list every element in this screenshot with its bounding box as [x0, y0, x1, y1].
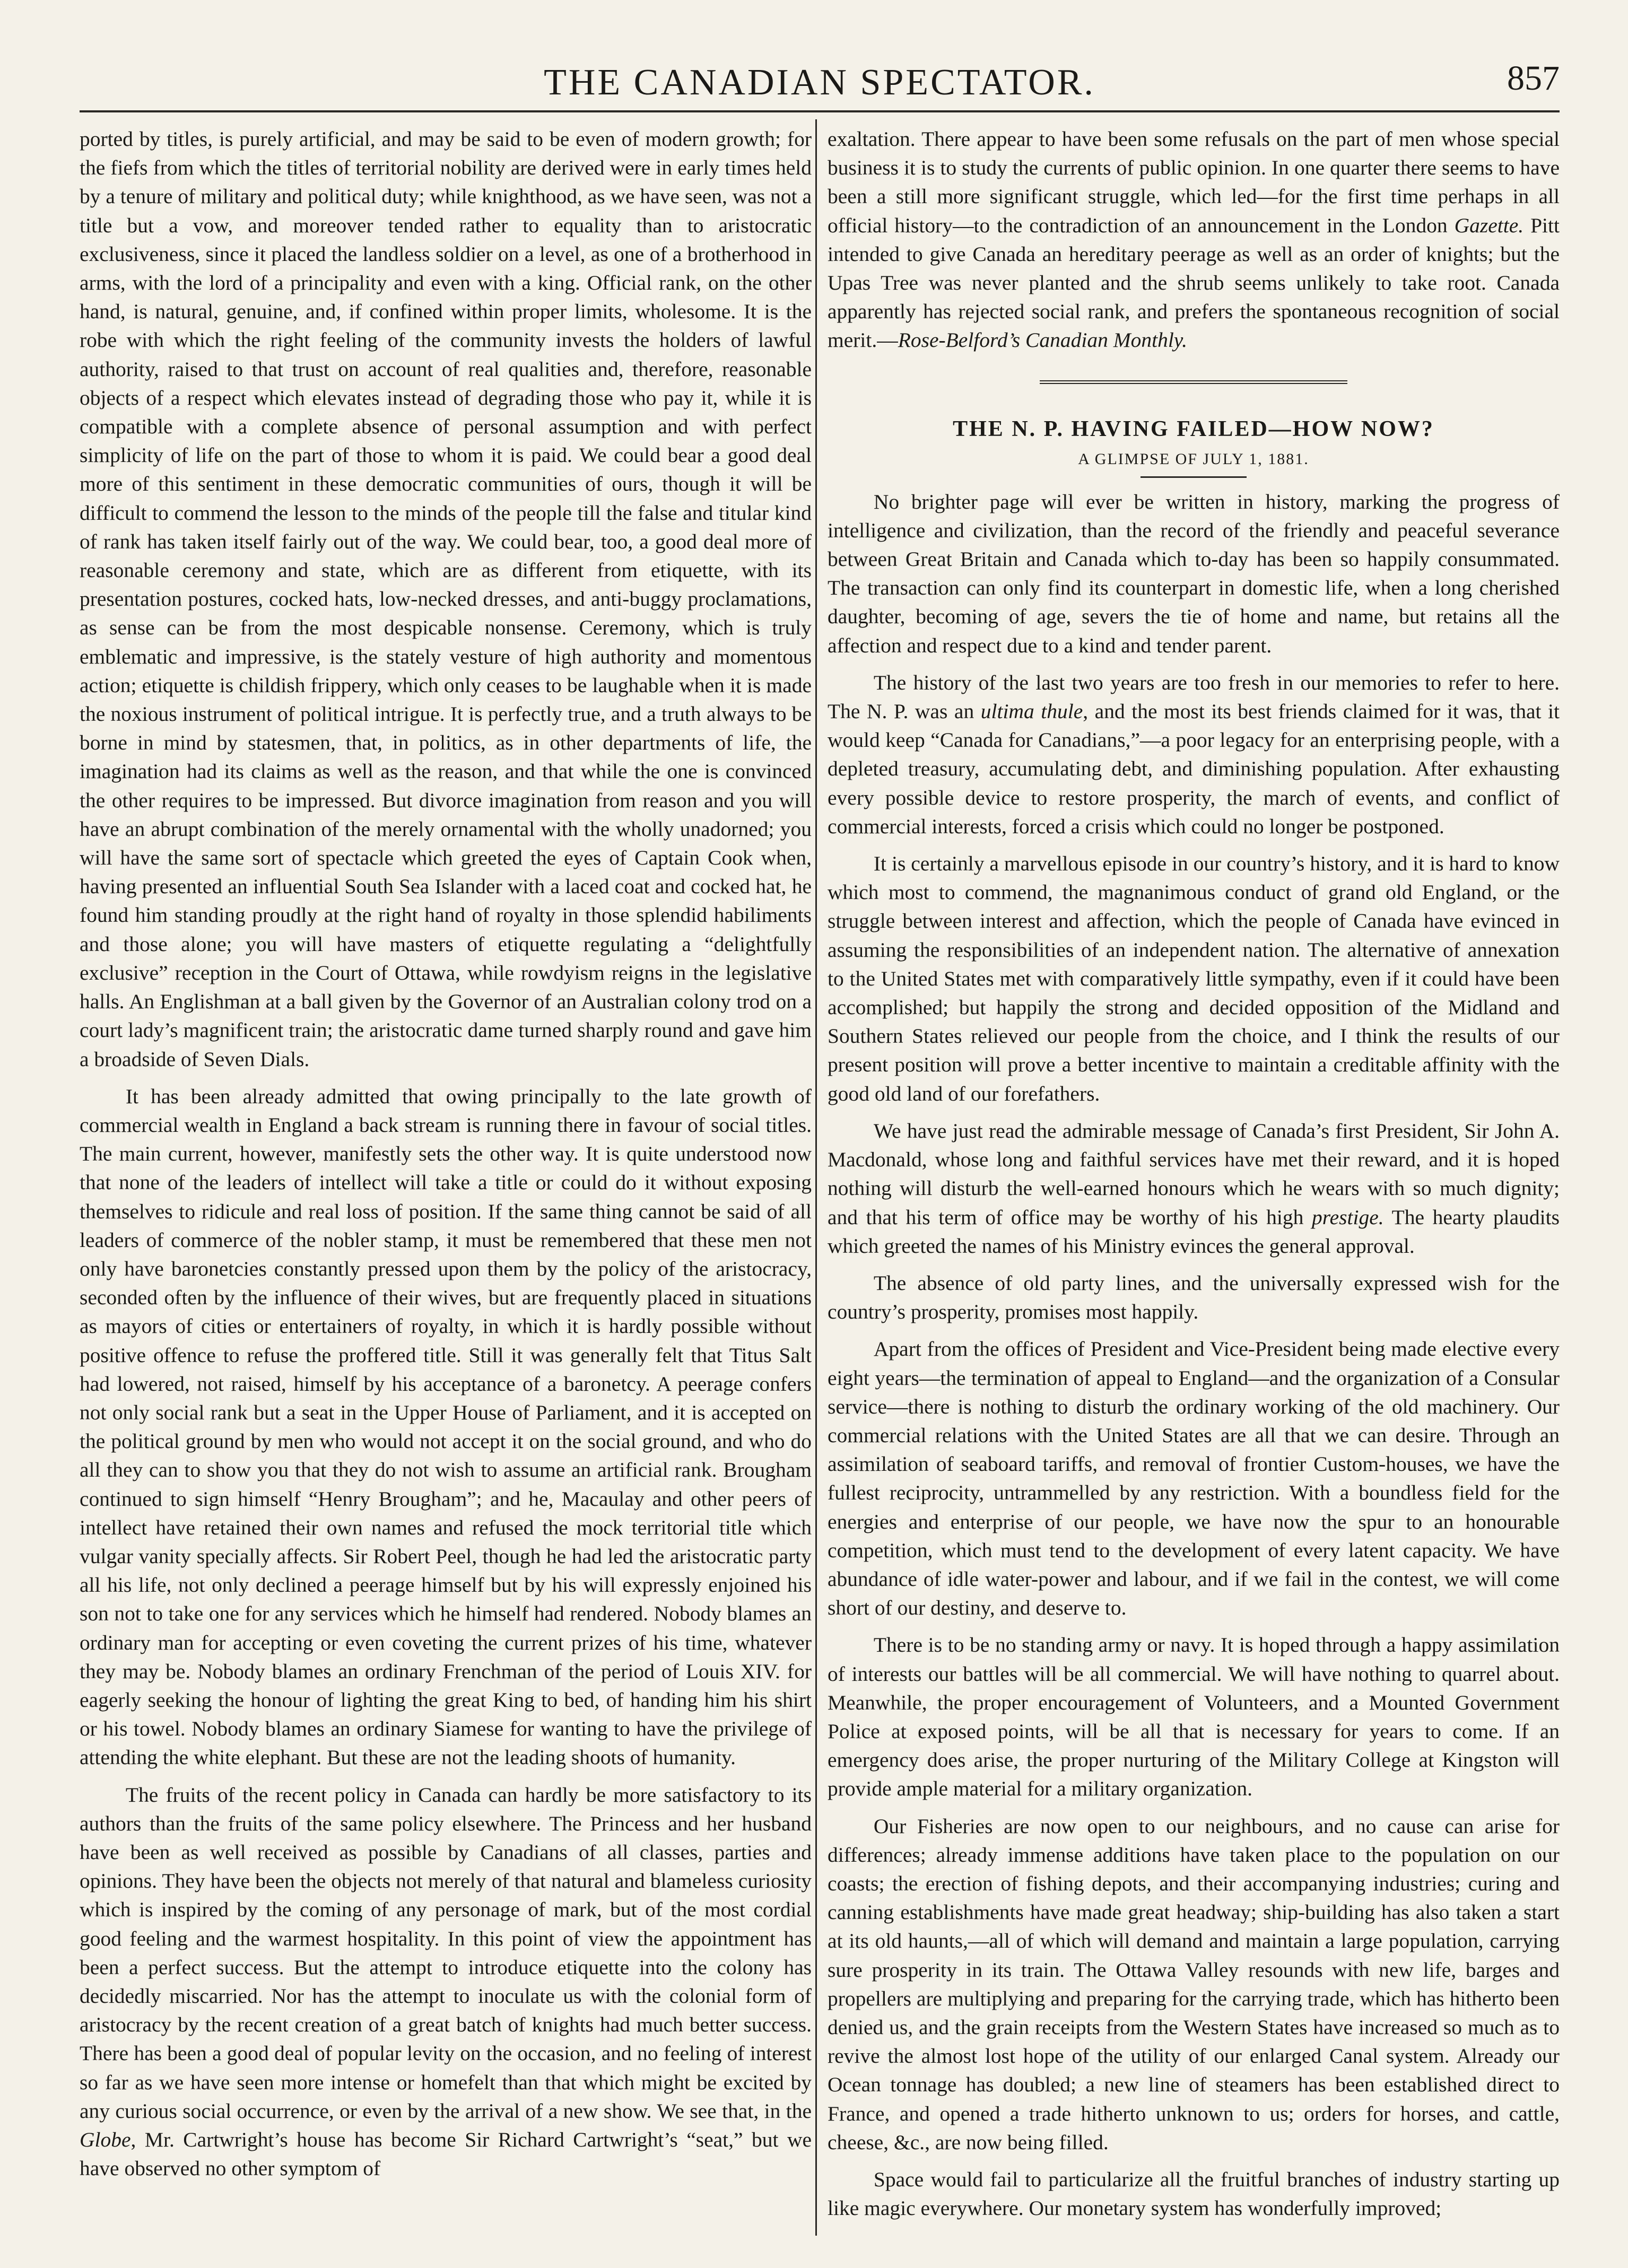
right-paragraph-1-text-b: Pitt intended to give Canada an hereditary peerage as well as an order of knights; but the Upas Tree was never planted and the shrub seems unlikely to take root. Canada apparently has rejected social rank, and prefers the spontaneous recognition of social merit.—: [828, 213, 1560, 352]
masthead-title: THE CANADIAN SPECTATOR.: [544, 62, 1095, 103]
page-number: 857: [1507, 59, 1560, 98]
right-paragraph-10: Space would fail to particularize all the fruitful branches of industry starting up like magic everywhere. Our monetary system has wonderfully improved;: [828, 2168, 1560, 2220]
right-paragraph-2: No brighter page will ever be written in history, marking the progress of intelligence and civilization, than the record of the friendly and peaceful severance between Great Britain and Canada which to-day has been so happily consummated. The transaction can only find its counterpart in domestic life, when a long cherished daughter, becoming of age, severs the tie of home and name, but retains all the affection and respect due to a kind and tender parent.: [828, 490, 1560, 657]
left-paragraph-3-globe: Globe: [80, 2128, 131, 2152]
right-paragraph-1-text-a: exaltation. There appear to have been some refusals on the part of men whose special business it is to study the currents of public opinion. In one quarter there seems to have been a still more significant struggle, which led—for the first time perhaps in all official history—to the contradiction of an announcement in the London: [828, 127, 1560, 237]
right-paragraph-1-gazette: Gazette.: [1454, 213, 1524, 237]
section-separator: [1040, 380, 1347, 384]
right-column: [828, 125, 1560, 2222]
column-divider: [815, 119, 817, 2236]
left-column: [80, 125, 812, 2183]
right-paragraph-5-text-a: We have just read the admirable message of Canada’s first President, Sir John A. Macdonald, whose long and faithful services have met their reward, and it is hoped nothing will disturb the well-earned honours which he wears with so much dignity; and that his term of office may be worthy of his high: [828, 1119, 1560, 1229]
right-paragraph-5: [828, 1116, 1560, 1260]
right-paragraph-6: The absence of old party lines, and the universally expressed wish for the country’s prosperity, promises most happily.: [828, 1271, 1560, 1324]
left-paragraph-3: [80, 1781, 812, 2183]
right-paragraph-1: [828, 125, 1560, 355]
right-paragraph-5-prestige: prestige.: [1311, 1205, 1384, 1229]
right-paragraph-3-ultima-thule: ultima thule: [980, 700, 1083, 723]
section-subtitle-rule: [1141, 476, 1247, 478]
right-paragraph-3-text-a: The history of the last two years are too fresh in our memories to refer to here. The N. P. was an: [828, 670, 1560, 723]
right-paragraph-7: Apart from the offices of President and Vice-President being made elective every eight years—the termination of appeal to England—and the organization of a Consular service—there is nothing to disturb the ordinary working of the old machinery. Our commercial relations with the United States are all that we can desire. Through an assimilation of seaboard tariffs, and removal of frontier Custom-houses, we have the fullest reciprocity, untrammelled by any restriction. With a boundless field for the energies and enterprise of our people, we have now the spur to an honourable competition, which must tend to the development of every latent capacity. We have abundance of idle water-power and labour, and if we fail in the contest, we will come short of our destiny, and deserve to.: [828, 1337, 1560, 1620]
left-paragraph-3-text-a: The fruits of the recent policy in Canada can hardly be more satisfactory to its authors than the fruits of the same policy elsewhere. The Princess and her husband have been as well received as possible by Canadians of all classes, parties and opinions. They have been the objects not merely of that natural and blameless curiosity which is inspired by the coming of any personage of mark, but of the most cordial good feeling and the warmest hospitality. In this point of view the appointment has been a perfect success. But the attempt to introduce etiquette into the colony has decidedly miscarried. Nor has the attempt to inoculate us with the colonial form of aristocracy by the recent creation of a great batch of knights had much better success. There has been a good deal of popular levity on the occasion, and no feeling of interest so far as we have seen more intense or homefelt than that which might be excited by any curious social occurrence, or even by the arrival of a new show. We see that, in the: [80, 1783, 812, 2123]
right-paragraph-3-text-b: , and the most its best friends claimed for it was, that it would keep “Canada for Canadians,”—a poor legacy for an enterprising people, with a depleted treasury, accumulating debt, and diminishing population. After exhausting every possible device to restore prosperity, the march of events, and conflict of commercial interests, forced a crisis which could no longer be postponed.: [828, 700, 1560, 838]
page-header: [80, 58, 1560, 106]
section-title: THE N. P. HAVING FAILED—HOW NOW?: [953, 416, 1434, 441]
right-paragraph-8: There is to be no standing army or navy. It is hoped through a happy assimilation of interests our battles will be all commercial. We will have nothing to quarrel about. Meanwhile, the proper encouragement of Volunteers, and a Mounted Government Police at exposed points, will be all that is necessary for years to come. If an emergency does arise, the proper nurturing of the Military College at Kingston will provide ample material for a military organization.: [828, 1633, 1560, 1801]
right-paragraph-3: [828, 668, 1560, 841]
right-paragraph-4: It is certainly a marvellous episode in our country’s history, and it is hard to know which most to commend, the magnanimous conduct of grand old England, or the struggle between interest and affection, which the people of Canada have evinced in assuming the responsibilities of an independent nation. The alternative of annexation to the United States met with comparatively little sympathy, even if it could have been accomplished; but happily the strong and decided opposition of the Midland and Southern States relieved our people from the choice, and I think the results of our present position will prove a better incentive to maintain a creditable affinity with the good old land of our forefathers.: [828, 852, 1560, 1105]
section-subtitle: A GLIMPSE OF JULY 1, 1881.: [1078, 450, 1309, 468]
right-paragraph-5-text-b: The hearty plaudits which greeted the names of his Ministry evinces the general approval.: [828, 1205, 1560, 1258]
left-paragraph-1: ported by titles, is purely artificial, and may be said to be even of modern growth; for the fiefs from which the titles of territorial nobility are derived were in early times held by a tenure of military and political duty; while knighthood, as we have seen, was not a title but a vow, and moreover tended rather to equality than to aristocratic exclusiveness, since it placed the landless soldier on a level, as one of a brotherhood in arms, with the lord of a principality and even with a king. Official rank, on the other hand, is natural, genuine, and, if confined within proper limits, wholesome. It is the robe with which the right feeling of the community invests the holders of lawful authority, raised to that trust on account of real qualities and, therefore, reasonable objects of a respect which elevates instead of degrading those who pay it, while it is compatible with a complete absence of personal assumption and with perfect simplicity of life on the part of those to whom it is paid. We could bear a good deal more of this sentiment in these democratic communities of ours, though it will be difficult to commend the lesson to the minds of the people till the false and titular kind of rank has taken itself fairly out of the way. We could bear, too, a good deal more of reasonable ceremony and state, which are as different from etiquette, with its presentation postures, cocked hats, low-necked dresses, and anti-buggy proclamations, as sense can be from the most despicable nonsense. Ceremony, which is truly emblematic and impressive, is the stately vesture of high authority and momentous action; etiquette is childish frippery, which only ceases to be laughable when it is made the noxious instrument of political intrigue. It is perfectly true, and a truth always to be borne in mind by statesmen, that, in politics, as in other departments of life, the imagination had its claims as well as the reason, and that while the one is convinced the other requires to be impressed. But divorce imagination from reason and you will have an abrupt combination of the merely ornamental with the wholly unadorned; you will have the same sort of spectacle which greeted the eyes of Captain Cook when, having presented an influential South Sea Islander with a laced coat and cocked hat, he found him standing proudly at the right hand of royalty in those splendid habiliments and those alone; you will have masters of etiquette regulating a “delightfully exclusive” reception in the Court of Ottawa, while rowdyism reigns in the legislative halls. An Englishman at a ball given by the Governor of an Australian colony trod on a court lady’s magnificent train; the aristocratic dame turned sharply round and gave him a broadside of Seven Dials.: [80, 127, 812, 1071]
right-paragraph-1-source: Rose-Belford’s Canadian Monthly.: [898, 328, 1188, 352]
right-paragraph-9: Our Fisheries are now open to our neighbours, and no cause can arise for differences; already immense additions have taken place to the population on our coasts; the erection of fishing depots, and their accompanying industries; curing and canning establishments have made great headway; ship-building has also taken a start at its old haunts,—all of which will demand and maintain a large population, carrying sure prosperity in its train. The Ottawa Valley resounds with new life, barges and propellers are multiplying and preparing for the carrying trade, which has hitherto been denied us, and the grain receipts from the Western States have increased so much as to revive the almost lost hope of the utility of our enlarged Canal system. Already our Ocean tonnage has doubled; a new line of steamers has been established direct to France, and opened a trade hitherto unknown to us; orders for horses, and cattle, cheese, &c., are now being filled.: [828, 1814, 1560, 2154]
header-rule: [80, 110, 1560, 112]
left-paragraph-3-text-b: , Mr. Cartwright’s house has become Sir Richard Cartwright’s “seat,” but we have observed no other symptom of: [80, 2128, 812, 2180]
left-paragraph-2: It has been already admitted that owing principally to the late growth of commercial wealth in England a back stream is running there in favour of social titles. The main current, however, manifestly sets the other way. It is quite understood now that none of the leaders of intellect will take a title or could do it without exposing themselves to ridicule and real loss of position. If the same thing cannot be said of all leaders of commerce of the nobler stamp, it must be remembered that these men not only have baronetcies constantly pressed upon them by the policy of the aristocracy, seconded often by the influence of their wives, but are frequently placed in situations as mayors of cities or entertainers of royalty, in which it is hardly possible without positive offence to refuse the proffered title. Still it was generally felt that Titus Salt had lowered, not raised, himself by his acceptance of a baronetcy. A peerage confers not only social rank but a seat in the Upper House of Parliament, and it is accepted on the political ground by men who would not accept it on the social ground, and who do all they can to show you that they do not wish to assume an artificial rank. Brougham continued to sign himself “Henry Brougham”; and he, Macaulay and other peers of intellect have retained their own names and refused the mock territorial title which vulgar vanity specially affects. Sir Robert Peel, though he had led the aristocratic party all his life, not only declined a peerage himself but by his will expressly enjoined his son not to take one for any services which he himself had rendered. Nobody blames an ordinary man for accepting or even coveting the current prizes of his time, whatever they may be. Nobody blames an ordinary Frenchman of the period of Louis XIV. for eagerly seeking the honour of lighting the great King to bed, of handing him his shirt or his towel. Nobody blames an ordinary Siamese for wanting to have the privilege of attending the white elephant. But these are not the leading shoots of humanity.: [80, 1084, 812, 1769]
